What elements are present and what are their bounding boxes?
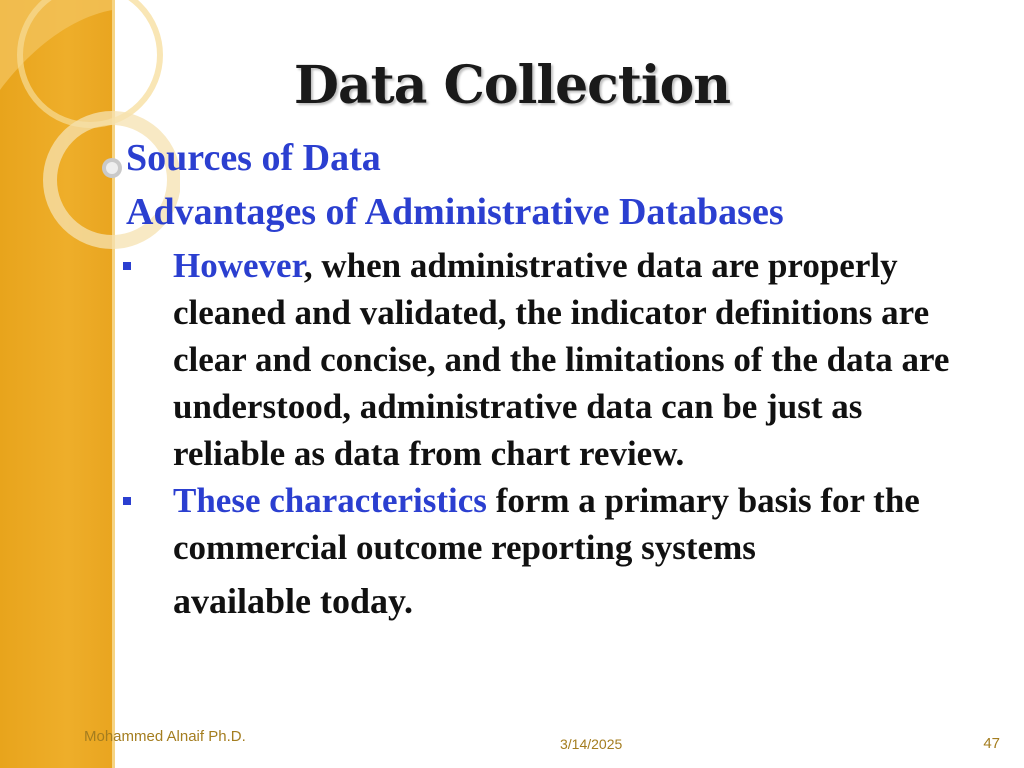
subheading-sources: Sources of Data <box>126 137 381 179</box>
square-bullet-icon <box>123 262 131 270</box>
bullet-item <box>120 477 980 631</box>
bullet-text-last-line: available today. <box>173 581 414 621</box>
footer-date: 3/14/2025 <box>560 736 623 752</box>
footer-page-number: 47 <box>983 735 1000 752</box>
bullet-list <box>120 242 980 631</box>
bullet-highlight: However <box>173 246 304 285</box>
footer-author: Mohammed Alnaif Ph.D. <box>84 728 246 745</box>
square-bullet-icon <box>123 497 131 505</box>
bullet-item <box>120 242 980 477</box>
subheading-advantages: Advantages of Administrative Databases <box>126 191 784 233</box>
bullet-text: form a primary basis for the commercial outcome reporting systems <box>173 481 920 567</box>
bullet-text: , when administrative data are properly cleaned and validated, the indicator definitions are clear and concise, and the limitations of the data are understood, administrative data can be just as reliable as data from chart review. <box>173 246 950 473</box>
bullet-highlight: These characteristics <box>173 481 487 520</box>
slide-title: Data Collection <box>293 55 731 116</box>
